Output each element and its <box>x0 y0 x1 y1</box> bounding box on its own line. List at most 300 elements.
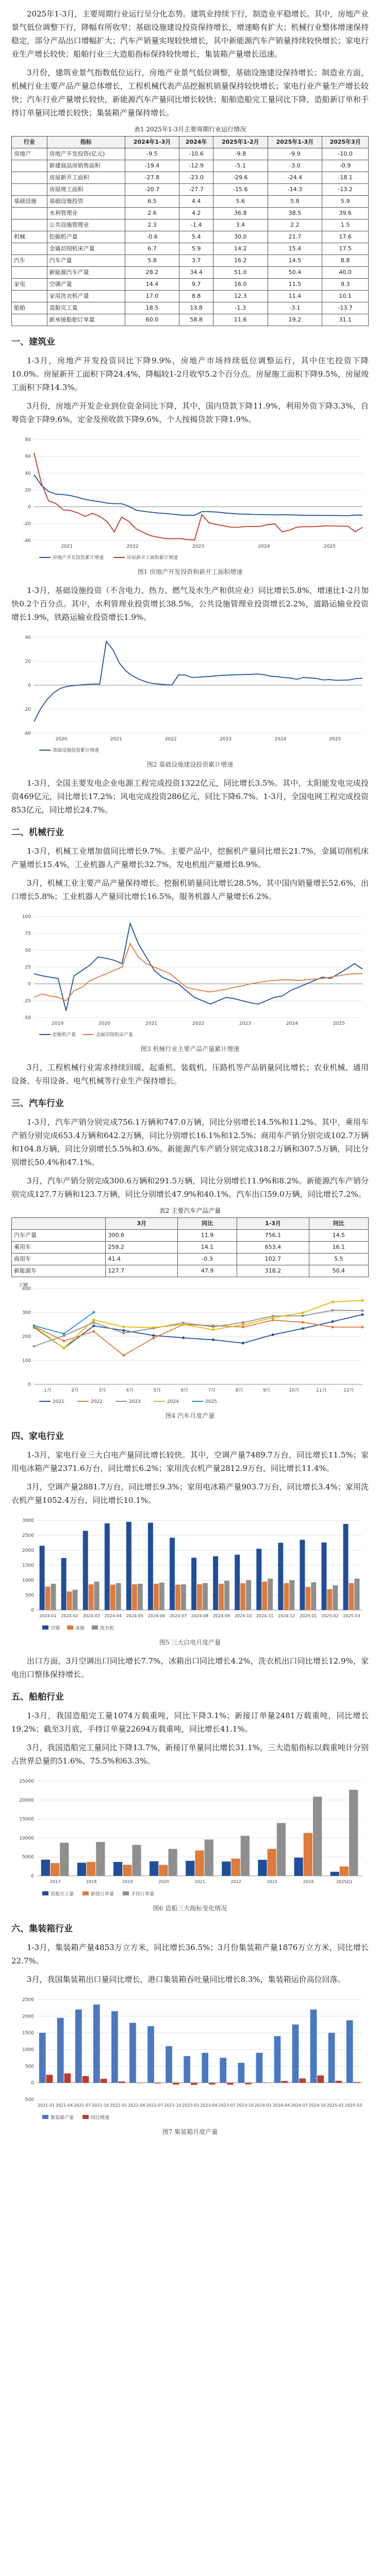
bar <box>147 2026 154 2083</box>
table-cell: 4.4 <box>179 196 213 208</box>
y-tick-label: 500 <box>25 1593 34 1598</box>
data-point <box>122 1332 125 1334</box>
bar <box>132 1845 141 1876</box>
legend-swatch <box>82 2115 89 2119</box>
legend-swatch <box>123 1891 129 1895</box>
x-tick-label: 2022-10 <box>164 2103 181 2108</box>
table-cell: 102.7 <box>237 1253 309 1265</box>
section-machinery <box>11 826 369 1088</box>
section-paragraph: 1-3月，基础设施投资（不含电力、热力、燃气及水生产和供应业）同比增长5.8%，增速比1-2月加快0.2个百分点。其中，水利管理业投资增长38.5%，公共设施管理业投资增长2.2%，道路运输业投资增长1.9%，铁路运输业投资增长1.9%。 <box>11 586 369 622</box>
x-tick-label: 2024 <box>303 1879 314 1884</box>
bar <box>150 1861 158 1876</box>
table-row <box>12 1265 369 1277</box>
table-cell: -27.7 <box>179 184 213 196</box>
table-cell: 造船完工量 <box>47 302 125 314</box>
table-cell: 汽车产量 <box>47 255 125 267</box>
table-cell: 259.2 <box>106 1242 177 1253</box>
table-cell: 乘用车 <box>12 1242 106 1253</box>
y-tick-label: 20 <box>25 488 31 493</box>
table-cell: 新能源车 <box>12 1265 106 1277</box>
x-tick-label: 2025Q1 <box>336 1879 353 1884</box>
data-point <box>302 1315 304 1317</box>
x-tick-label: 2025 <box>329 737 341 742</box>
data-point <box>212 1326 214 1328</box>
x-tick-label: 2024-01 <box>39 1614 57 1618</box>
figure-caption: 图4 汽车月度产量 <box>165 1412 215 1419</box>
bar <box>51 1863 59 1876</box>
bar <box>184 2056 190 2083</box>
table-cell: -5.1 <box>213 160 268 172</box>
figure-caption: 图3 机械行业主要产品产量累计增速 <box>140 1045 240 1053</box>
table-cell: 14.1 <box>177 1242 237 1253</box>
x-tick-label: 2021 <box>194 1879 205 1884</box>
data-point <box>272 1316 274 1319</box>
y-tick-label: 75 <box>25 931 31 937</box>
bar <box>154 1584 159 1610</box>
table-cell: 300.6 <box>106 1230 177 1242</box>
x-tick-label: 2025-03 <box>343 1614 360 1618</box>
intro <box>11 7 369 120</box>
bar <box>75 2009 82 2082</box>
x-tick-label: 2025-01 <box>326 2103 344 2108</box>
x-tick-label: 2024 <box>258 544 270 549</box>
bar <box>77 1863 86 1876</box>
legend-label: 房屋新开工面积累计增速 <box>127 555 178 561</box>
section-paragraph: 1-3月，机械工业增加值同比增长9.7%。主要产品中，挖掘机产量同比增长21.7%，金属切削机床产量增长15.4%，工业机器人产量增长32.7%，发电机组产量增长8.9%。 <box>11 846 369 869</box>
y-tick-label: 0 <box>31 2080 34 2086</box>
bar <box>294 1858 303 1876</box>
bar <box>219 1584 224 1610</box>
bar <box>304 1833 312 1876</box>
data-point <box>62 1332 65 1335</box>
table-cell: 房地产 <box>12 148 47 160</box>
table-cell: -12.9 <box>179 160 213 172</box>
table-row <box>12 314 369 326</box>
legend-label: 房地产开发投资累计增速 <box>53 555 104 561</box>
y-tick-label: 200 <box>22 1334 31 1340</box>
section-paragraph: 1-3月，汽车产销分别完成756.1万辆和747.0万辆，同比分别增长14.5%和11.2%。其中，乘用车产销分别完成653.4万辆和642.2万辆，同比分别增长16.1%和12.5%；商用车产销分别完成102.7万辆和104.8万辆，同比分别增长5.5%和3.6%。新能源汽车产销分别完成318.2万辆和307.5万辆，同比分别增长50.4%和47.1%。 <box>11 1117 369 1167</box>
section-paragraph: 出口方面，3月空调出口同比增长7.7%，冰箱出口同比增长4.2%，洗衣机出口同比增长12.9%，家电出口整体保持增长。 <box>11 1656 369 1679</box>
x-tick-label: 2024-10 <box>234 1614 252 1618</box>
table-cell: -1.3 <box>213 302 268 314</box>
bar <box>268 1579 273 1610</box>
legend-label: 金属切削机床产量 <box>96 1032 134 1038</box>
table-cell: 商用车 <box>12 1253 106 1265</box>
table-cell: 11.6 <box>213 314 268 326</box>
bar <box>278 1543 283 1611</box>
section-paragraph: 1-3月，全国主要发电企业电源工程完成投资1322亿元，同比增长3.5%。其中，太阳能发电完成投资469亿元，同比增长17.2%；风电完成投资286亿元，同比下降6.7%。1-3月，全国电网工程完成投资853亿元，同比增长24.7%。 <box>11 778 369 815</box>
bar <box>289 1580 294 1610</box>
y-tick-label: 10000 <box>19 1836 34 1841</box>
data-point <box>152 1326 155 1329</box>
table-cell <box>12 219 47 231</box>
bar <box>96 1842 105 1876</box>
table-row <box>12 291 369 302</box>
bar <box>159 1583 164 1610</box>
bar <box>57 2018 64 2083</box>
table-cell: 39.6 <box>322 208 369 219</box>
legend-swatch <box>92 1625 98 1630</box>
table-cell: 13.8 <box>179 302 213 314</box>
section-paragraph: 1-3月，房地产开发投资同比下降9.9%，房地产市场持续低位调整运行，其中住宅投资下降10.0%。房屋新开工面积下降24.4%，降幅较1-2月收窄5.2个百分点。房屋施工面积下降9.5%，房屋竣工面积下降14.3%。 <box>11 356 369 392</box>
bar <box>169 1849 177 1876</box>
bar <box>256 1549 261 1610</box>
x-tick-label: 2024-05 <box>126 1614 144 1618</box>
table-cell: 50.4 <box>309 1265 368 1277</box>
bar <box>256 2053 263 2082</box>
y-tick-label: -40 <box>23 538 31 544</box>
table-cell: 3.7 <box>179 255 213 267</box>
table-cell: 汽车 <box>12 255 47 267</box>
x-tick-label: 2024-01 <box>254 2103 272 2108</box>
table-row <box>12 219 369 231</box>
table-cell: 2.6 <box>125 208 179 219</box>
bar <box>328 2033 335 2083</box>
bar <box>119 2081 125 2083</box>
table-cell: 51.0 <box>213 267 268 279</box>
data-point <box>212 1328 214 1331</box>
x-tick-label: 2021-07 <box>73 2103 91 2108</box>
legend-label: 同比增速 <box>91 2115 110 2121</box>
bar <box>222 1861 230 1876</box>
table-cell: -0.6 <box>125 231 179 243</box>
y-tick-label: 1500 <box>22 2030 34 2036</box>
table-row <box>12 302 369 314</box>
table-cell: 船舶 <box>12 302 47 314</box>
series-line <box>34 943 362 1001</box>
section-paragraph: 3月，我国集装箱出口量同比增长，港口集装箱吞吐量同比增长8.3%，集装箱运价高位回落。 <box>27 1975 345 1984</box>
bar <box>305 1587 310 1610</box>
table-cell: 16.0 <box>213 279 268 291</box>
series-line <box>34 474 362 516</box>
x-tick-label: 2024-07 <box>290 2103 308 2108</box>
bar <box>39 2033 46 2083</box>
data-point <box>92 1321 95 1324</box>
y-tick-label: 2000 <box>22 2014 34 2020</box>
table-cell: -3.0 <box>268 160 322 172</box>
x-tick-label: 11月 <box>316 1388 327 1393</box>
x-tick-label: 2022-01 <box>110 2103 127 2108</box>
y-tick-label: 400 <box>22 1286 31 1292</box>
chart-4 <box>11 1280 369 1409</box>
table-cell <box>12 291 47 302</box>
bar <box>268 1849 276 1876</box>
x-tick-label: 2018 <box>86 1879 97 1884</box>
figure-caption: 图7 集装箱月度产量 <box>162 2128 218 2136</box>
x-tick-label: 2025-02 <box>321 1614 339 1618</box>
table-cell <box>12 314 47 326</box>
data-point <box>122 1354 125 1357</box>
data-point <box>62 1340 65 1342</box>
table-cell: 挖掘机产量 <box>47 231 125 243</box>
data-point <box>332 1320 334 1323</box>
table-cell: 5.4 <box>179 231 213 243</box>
legend-label: 2025 <box>205 1399 217 1404</box>
x-tick-label: 2020 <box>55 737 68 742</box>
x-tick-label: 2025 <box>333 1021 345 1026</box>
table-cell: 家用洗衣机产量 <box>47 291 125 302</box>
x-tick-label: 12月 <box>343 1388 354 1393</box>
data-point <box>361 1299 364 1302</box>
bar <box>317 2075 324 2082</box>
bar <box>64 2074 71 2083</box>
table-cell: 公共设施管理业 <box>47 219 125 231</box>
legend-swatch <box>42 1625 48 1630</box>
table-cell: 新建商品房销售面积 <box>47 160 125 172</box>
y-tick-label: 1500 <box>22 1563 34 1568</box>
table-cell: -1.4 <box>179 219 213 231</box>
bar <box>258 1860 267 1876</box>
y-tick-label: 40 <box>25 635 31 640</box>
bar <box>73 1590 78 1610</box>
bar <box>231 1858 240 1876</box>
table-cell: 6.5 <box>125 196 179 208</box>
table-cell: 11.5 <box>268 279 322 291</box>
section-title: 一、建筑业 <box>11 337 55 347</box>
table-cell: 新能源汽车产量 <box>47 267 125 279</box>
y-tick-label: 300 <box>22 1310 31 1316</box>
y-tick-label: -40 <box>23 731 31 736</box>
bar <box>195 1851 204 1876</box>
bar <box>349 1583 354 1610</box>
table-cell: 基础设施投资 <box>47 196 125 208</box>
data-point <box>33 1325 36 1327</box>
bar <box>148 1523 153 1610</box>
bar <box>209 2083 216 2084</box>
section-appliances <box>11 1430 369 1681</box>
section-paragraph: 3月，汽车产销分别完成300.6万辆和291.5万辆，同比分别增长11.9%和8.2%。新能源汽车产销分别完成127.7万辆和123.7万辆，同比分别增长47.9%和40.1%。汽车出口59.0万辆，同比增长7.2%。 <box>11 1176 369 1199</box>
table-cell: 5.5 <box>309 1253 368 1265</box>
data-point <box>361 1326 364 1328</box>
bar <box>83 1531 88 1610</box>
y-tick-label: 2000 <box>22 1548 34 1553</box>
table-cell: 家电 <box>12 279 47 291</box>
bar <box>205 1839 213 1876</box>
table-cell <box>12 208 47 219</box>
table-cell: 5.6 <box>213 196 268 208</box>
table-cell: 16.2 <box>213 255 268 267</box>
table-cell: 新承接船舶订单量 <box>47 314 125 326</box>
table-header-cell: 指标 <box>47 137 125 148</box>
table-cell: 38.5 <box>268 208 322 219</box>
bar <box>191 2083 197 2085</box>
data-point <box>152 1334 155 1337</box>
table-cell: 58.8 <box>179 314 213 326</box>
bar <box>116 1583 121 1610</box>
table-cell: 21.7 <box>268 231 322 243</box>
x-tick-label: 2022 <box>164 737 177 742</box>
y-tick-label: 25000 <box>19 1779 34 1784</box>
y-tick-label: 25 <box>25 965 31 970</box>
y-tick-label: 20 <box>25 659 31 665</box>
y-tick-label: 15000 <box>19 1817 34 1822</box>
table-cell: -27.8 <box>125 172 179 184</box>
table-row <box>12 1242 369 1253</box>
bar <box>274 2036 281 2083</box>
table-cell: -9.9 <box>268 148 322 160</box>
table-cell: 金属切削机床产量 <box>47 243 125 255</box>
auto-table <box>11 1217 369 1277</box>
table-cell: 基础设施 <box>12 196 47 208</box>
x-tick-label: 2024-10 <box>308 2103 326 2108</box>
legend-label: 集装箱产量 <box>51 2115 74 2121</box>
chart-2 <box>11 629 369 758</box>
bar <box>110 1585 115 1610</box>
x-tick-label: 2020 <box>98 1021 110 1026</box>
data-point <box>242 1324 244 1326</box>
y-tick-label: 100 <box>22 914 31 920</box>
x-tick-label: 2023-04 <box>200 2103 218 2108</box>
table2-title: 表2 主要汽车产品产量 <box>159 1207 221 1214</box>
bar <box>277 1823 286 1876</box>
x-tick-label: 2020 <box>158 1879 169 1884</box>
bar <box>202 2053 208 2082</box>
bar <box>246 1580 251 1610</box>
x-tick-label: 2025-01 <box>300 1614 317 1618</box>
bar <box>197 1584 202 1610</box>
x-tick-label: 2022 <box>192 1021 204 1026</box>
data-point <box>361 1313 364 1316</box>
bar <box>331 1872 339 1876</box>
table-cell: 16.1 <box>309 1242 368 1253</box>
bar <box>89 1584 94 1610</box>
x-tick-label: 2022 <box>230 1879 241 1884</box>
series-line <box>34 641 362 722</box>
bar <box>343 1524 349 1610</box>
x-tick-label: 2022 <box>126 544 139 549</box>
y-tick-label: 3000 <box>22 1518 34 1523</box>
table-cell: 653.4 <box>237 1242 309 1253</box>
section-paragraph: 1-3月，集装箱产量4853万立方米，同比增长36.5%；3月份集装箱产量1876万立方米，同比增长22.7%。 <box>11 1943 369 1965</box>
bar <box>87 1862 95 1876</box>
table-cell: 14.5 <box>268 255 322 267</box>
y-tick-label: -500 <box>23 2097 34 2103</box>
legend-swatch <box>42 1891 48 1895</box>
data-point <box>92 1311 95 1314</box>
bar <box>262 1582 267 1610</box>
table-cell: -14.3 <box>268 184 322 196</box>
bar <box>354 1579 359 1610</box>
bar <box>299 2078 306 2082</box>
x-tick-label: 2019 <box>52 1021 63 1026</box>
table-cell <box>12 160 47 172</box>
chart-6 <box>11 1773 369 1902</box>
y-tick-label: 0 <box>31 1874 34 1879</box>
x-tick-label: 2023-07 <box>218 2103 236 2108</box>
legend-label: 冰箱 <box>75 1626 85 1631</box>
x-tick-label: 2019 <box>122 1879 133 1884</box>
legend-label: 造船完工量 <box>51 1892 74 1897</box>
table-cell: -13.2 <box>322 184 369 196</box>
chart-7 <box>11 1991 369 2125</box>
bar <box>245 2083 252 2084</box>
table-row <box>12 267 369 279</box>
y-tick-label: 0 <box>28 683 31 688</box>
chart-3 <box>11 908 369 1042</box>
table-cell: 6.7 <box>125 243 179 255</box>
intro-paragraph: 3月份，建筑业景气指数低位运行，房地产业景气低位调整，基础设施建设保持增长；制造业方面，机械行业主要产品产量总体增长，工程机械代表产品挖掘机销量保持较快增长；家电行业产量生产增长较快；汽车行业产量增长较快，新能源汽车产量同比增长较快；船舶造船完工量同比下降，造船新订单和手持订单量同比增长较快；集装箱产量保持增长。 <box>11 68 369 117</box>
table-cell: 30.0 <box>213 231 268 243</box>
data-point <box>182 1336 185 1339</box>
bar <box>175 1585 180 1610</box>
table-cell: 11.9 <box>177 1230 237 1242</box>
bar <box>94 1582 100 1610</box>
y-tick-label: 0 <box>28 1382 31 1387</box>
x-tick-label: 9月 <box>262 1388 271 1393</box>
bar <box>126 1522 131 1610</box>
legend-label: 2021 <box>53 1399 64 1404</box>
x-tick-label: 2024 <box>274 737 287 742</box>
section-paragraph: 3月份，房地产开发企业到位资金同比下降，其中，国内贷款下降11.9%，利用外资下降3.3%，自筹资金下降9.6%，定金及预收款下降9.6%，个人按揭贷款下降1.9%。 <box>11 401 369 424</box>
table-cell: 房地产开发投资(亿元) <box>47 148 125 160</box>
x-tick-label: 2月 <box>71 1388 79 1393</box>
table-cell: 17.0 <box>125 291 179 302</box>
table-row <box>12 1253 369 1265</box>
table-row <box>12 243 369 255</box>
legend-swatch <box>67 1625 73 1630</box>
y-tick-label: 0 <box>28 981 31 987</box>
y-tick-label: 50 <box>25 948 31 954</box>
bar <box>123 1865 131 1876</box>
legend-label: 2024 <box>167 1399 179 1404</box>
x-tick-label: 2021-04 <box>55 2103 73 2108</box>
y-tick-label: -20 <box>23 707 31 713</box>
table-cell: -10.0 <box>322 148 369 160</box>
table-header-cell: 2024年1-3月 <box>125 137 179 148</box>
x-tick-label: 2024-12 <box>278 1614 295 1618</box>
table-cell: -9.5 <box>125 148 179 160</box>
bar <box>263 2082 270 2083</box>
data-point <box>332 1301 334 1303</box>
x-tick-label: 10月 <box>289 1388 300 1393</box>
table-cell: 10.1 <box>322 291 369 302</box>
chart-1 <box>11 431 369 565</box>
bar <box>191 1558 196 1611</box>
x-tick-label: 2025 <box>323 544 336 549</box>
bar <box>166 2046 172 2083</box>
table-cell: 31.1 <box>322 314 369 326</box>
table-cell: 12.3 <box>213 291 268 302</box>
table-header-cell: 2025年1-2月 <box>213 137 268 148</box>
series-line <box>34 453 362 540</box>
y-tick-label: -20 <box>23 521 31 527</box>
table-cell: 318.2 <box>237 1265 309 1277</box>
intro-paragraph: 2025年1-3月，主要周期行业运行呈分化态势。建筑业持续下行，制造业平稳增长。其中，房地产业景气低位调整下行，降幅有所收窄；基础设施建设投资保持增长，增速略有扩大；机械行业整体增速保持稳定，部分产品出口增幅扩大；汽车产销量实现较快增长，其中新能源汽车产销量持续较快增长；家电行业生产增长较快；船舶行业三大造船指标保持较快增长，集装箱产量增长迅速。 <box>11 9 369 59</box>
x-tick-label: 2022-07 <box>146 2103 163 2108</box>
y-tick-label: -25 <box>23 998 31 1004</box>
table-cell: -29.6 <box>213 172 268 184</box>
x-tick-label: 4月 <box>126 1388 134 1393</box>
y-tick-label: 2500 <box>22 1533 34 1538</box>
bar <box>235 1555 240 1610</box>
x-tick-label: 2023 <box>239 1021 251 1026</box>
table-cell: 40.0 <box>322 267 369 279</box>
bar <box>51 1584 56 1610</box>
table-cell: 3.4 <box>213 219 268 231</box>
table-cell: 50.4 <box>268 267 322 279</box>
table-row <box>12 208 369 219</box>
x-tick-label: 2025-03 <box>344 2103 362 2108</box>
bar <box>240 1583 245 1610</box>
data-point <box>33 1345 36 1348</box>
table-cell: -23.0 <box>179 172 213 184</box>
x-tick-label: 2024-06 <box>147 1614 166 1618</box>
section-paragraph: 3月，工程机械行业需求持续回暖，起重机、装载机、压路机等产品销量同比增长；农业机械、通用设备、专用设备、电气机械等行业生产保持增长。 <box>11 1063 369 1086</box>
chart-5 <box>11 1512 369 1636</box>
bar <box>203 1583 208 1610</box>
bar <box>138 1584 143 1610</box>
data-point <box>272 1333 274 1336</box>
